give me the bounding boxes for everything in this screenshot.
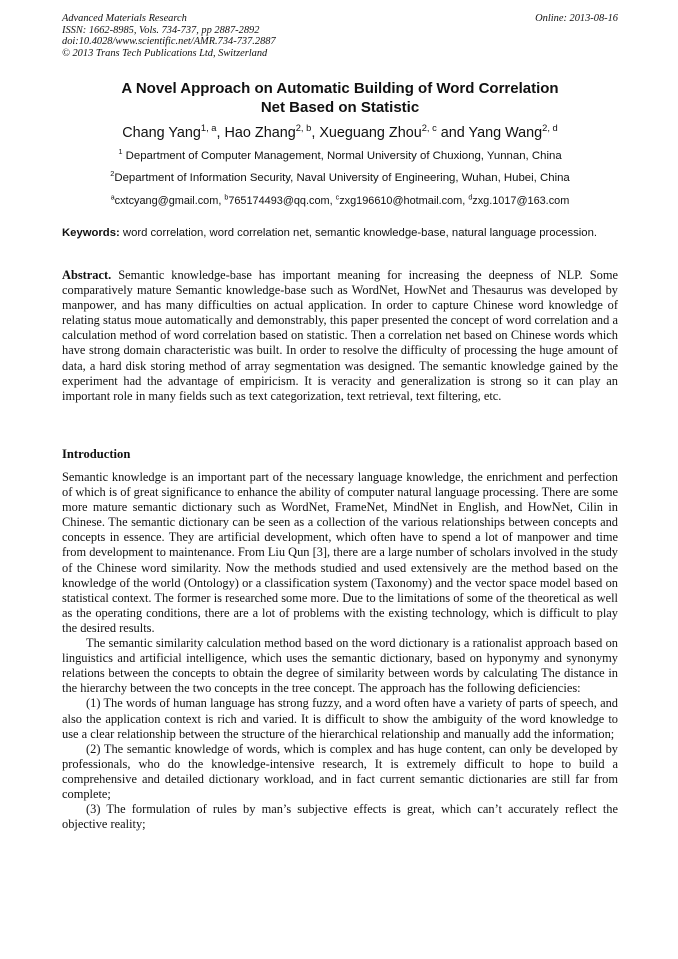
author-list (62, 124, 618, 142)
journal-header (62, 13, 618, 59)
email-link[interactable]: zxg.1017@163.com (472, 195, 570, 207)
paper-title (62, 80, 618, 117)
online-date: Online: 2013-08-16 (535, 13, 618, 24)
email-link[interactable]: zxg196610@hotmail.com, (339, 195, 469, 207)
author-sep: and (436, 125, 469, 141)
author-emails (62, 194, 618, 208)
email-sup: b (224, 193, 229, 202)
author-name: Hao Zhang (224, 125, 296, 141)
abstract-text: Semantic knowledge-base has important meaning for increasing the deepness of NLP. Some comparatively mature Semantic knowledge-base such as WordNet, HowNet and Thesaurus was developed by manpower, and has many difficulties on actual application. In order to capture Chinese word knowledge of relating status moue automatically and demonstrably, this paper presented the concept of word correlation and a calculation method of word correlation based on statistic. Then a correlation net based on Chinese words which have strong domain characteristic was built. In order to resolve the difficulty of processing the huge amount of data, a hard disk storing method of array segmentation was designed. The semantic knowledge gained by the experiment had the advantage of empiricism. It is veracity and generalization is strong so it can play an important role in many fields such as text categorization, text retrieval, text filtering, etc. (62, 268, 618, 403)
author-name: Xueguang Zhou (319, 125, 422, 141)
paragraph: The semantic similarity calculation method based on the word dictionary is a rationalist approach based on linguistics and artificial intelligence, which uses the semantic dictionary, based on hyponymy and synonymy relations between the concepts to obtain the degree of similarity between words by calculating The distance in the hierarchy between the two concepts in the tree concept. The approach has the following deficiencies: (62, 636, 618, 696)
issn-line: ISSN: 1662-8985, Vols. 734-737, pp 2887-2892 (62, 24, 260, 36)
email-link[interactable]: cxtcyang@gmail.com, (114, 195, 225, 207)
abstract-block (62, 268, 618, 404)
email-sup: a (110, 193, 115, 202)
author-affil-sup: 2, d (542, 123, 558, 134)
email-sup: d (468, 193, 473, 202)
section-heading-introduction: Introduction (62, 447, 131, 461)
introduction-body (62, 470, 618, 832)
doi-line[interactable]: doi:10.4028/www.scientific.net/AMR.734-737.2887 (62, 36, 276, 48)
author-sep: , (216, 125, 225, 141)
author-affil-sup: 1, a (200, 123, 217, 134)
affiliation-text: Department of Computer Management, Normal University of Chuxiong, Yunnan, China (122, 150, 562, 162)
affiliation-2 (62, 171, 618, 185)
author-affil-sup: 2, c (421, 123, 437, 134)
paragraph: (3) The formulation of rules by man’s subjective effects is great, which can’t accurately reflect the objective reality; (62, 802, 618, 832)
affiliation-sup: 2 (110, 169, 115, 179)
author-sep: , (311, 125, 320, 141)
paragraph: Semantic knowledge is an important part of the necessary language knowledge, the enrichment and perfection of which is of great significance to enhance the ability of computer natural language processing. There are some more mature semantic dictionary such as WordNet, FrameNet, MindNet in English, and HowNet, Cilin in Chinese. The semantic dictionary can be seen as a collection of the various relationships between concepts and concepts in essence. They are artificial development, which often have to spend a lot of manpower and time from development to maintenance. From Liu Qun [3], there are a large number of scholars involved in the study of the Chinese word similarity. Now the methods studied and used extensively are the method based on the knowledge of the world (Ontology) or a classification system (Taxonomy) and the vector space model based on statistical context. The former is researched some more. Due to the limitations of some of the theoretical as well as the operating conditions, there are a lot of problems with the existing technology, which is difficult to play the desired results. (62, 470, 618, 635)
affiliation-sup: 1 (118, 147, 123, 157)
paragraph: (1) The words of human language has strong fuzzy, and a word often have a variety of parts of speech, and also the application context is rich and varied. It is difficult to show the ambiguity of the word knowledge to use a clear relationship between the structure of the hierarchical relationship and manually add the information; (62, 696, 618, 741)
copyright-line: © 2013 Trans Tech Publications Ltd, Switzerland (62, 47, 268, 59)
keywords-label: Keywords: (62, 227, 120, 239)
abstract-label: Abstract. (62, 268, 112, 282)
paragraph: (2) The semantic knowledge of words, which is complex and has huge content, can only be developed by professionals, who do the knowledge-intensive research, It is extremely difficult to hope to build a comprehensive and detailed dictionary workload, and in fact current semantic dictionaries are still far from complete; (62, 741, 618, 801)
title-line-1: A Novel Approach on Automatic Building of Word Correlation (121, 80, 559, 97)
author-affil-sup: 2, b (295, 123, 312, 134)
author-name: Yang Wang (468, 125, 543, 141)
email-link[interactable]: 765174493@qq.com, (228, 195, 336, 207)
keywords-text: word correlation, word correlation net, semantic knowledge-base, natural language procession. (119, 227, 598, 239)
journal-name: Advanced Materials Research (62, 13, 187, 24)
keywords-block (62, 226, 618, 240)
affiliation-1 (62, 149, 618, 163)
email-sup: c (335, 193, 340, 202)
author-name: Chang Yang (122, 125, 201, 141)
affiliation-text: Department of Information Security, Naval University of Engineering, Wuhan, Hubei, China (114, 172, 570, 184)
title-line-2: Net Based on Statistic (260, 98, 420, 116)
